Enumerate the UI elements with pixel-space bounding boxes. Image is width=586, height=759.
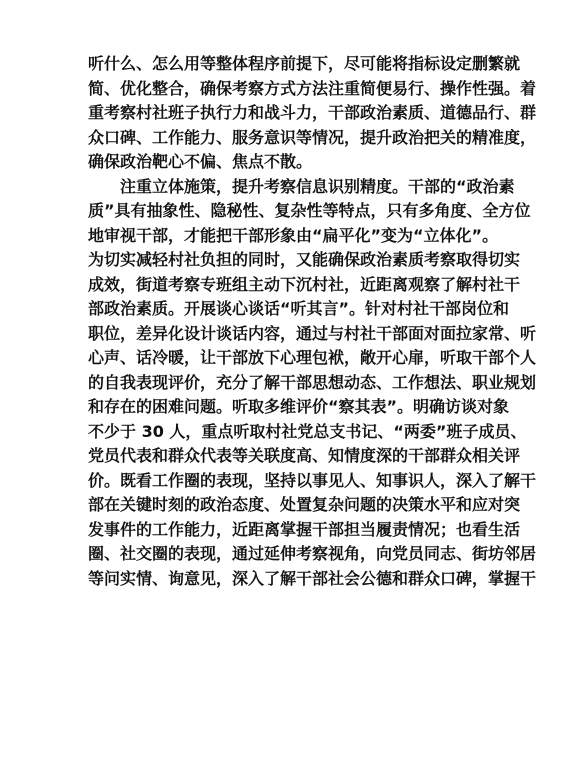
text-line: 等问实情、询意见，深入了解干部社会公德和群众口碑，掌握干 xyxy=(88,568,537,588)
text-line: 地审视干部，才能把干部形象由“扁平化”变为“立体化”。 xyxy=(88,225,499,245)
text-line: 重考察村社班子执行力和战斗力，干部政治素质、道德品行、群 xyxy=(88,103,537,122)
text-line: 和存在的困难问题。听取多维评价“察其表”。明确访谈对象 xyxy=(88,397,510,416)
text-line: 心声、话冷暖，让干部放下心理包袱，敞开心扉，听取干部个人 xyxy=(88,348,537,367)
text-line: 价。既看工作圈的表现，坚持以事见人、知事识人，深入了解干 xyxy=(88,470,537,490)
text-line: 职位，差异化设计谈话内容，通过与村社干部面对面拉家常、听 xyxy=(88,323,537,343)
body-text xyxy=(88,52,537,591)
text-line: 部在关键时刻的政治态度、处置复杂问题的决策水平和应对突 xyxy=(88,495,521,514)
paragraph-start-line: 注重立体施策，提升考察信息识别精度。干部的“政治素 xyxy=(88,176,515,196)
text-line: 确保政治靶心不偏、焦点不散。 xyxy=(88,152,313,171)
text-line: 成效，街道考察专班组主动下沉村社，近距离观察了解村社干 xyxy=(88,274,521,294)
text-line: 的自我表现评价，充分了解干部思想动态、工作想法、职业规划 xyxy=(88,372,537,392)
text-line: 发事件的工作能力，近距离掌握干部担当履责情况；也看生活 xyxy=(88,519,521,539)
text-line: 圈、社交圈的表现，通过延伸考察视角，向党员同志、街坊邻居 xyxy=(88,544,537,563)
text-line: 党员代表和群众代表等关联度高、知情度深的干部群众相关评 xyxy=(88,446,521,465)
text-line: 简、优化整合，确保考察方式方法注重简便易行、操作性强。着 xyxy=(88,78,537,98)
text-line: 不少于 30 人，重点听取村社党总支书记、“两委”班子成员、 xyxy=(88,421,527,441)
text-line: 众口碑、工作能力、服务意识等情况，提升政治把关的精准度， xyxy=(88,127,537,147)
text-line: 为切实减轻村社负担的同时，又能确保政治素质考察取得切实 xyxy=(88,250,521,269)
text-line: 听什么、怎么用等整体程序前提下，尽可能将指标设定删繁就 xyxy=(88,54,521,73)
text-line: 部政治素质。开展谈心谈话“听其言”。针对村社干部岗位和 xyxy=(88,299,510,318)
text-line: 质”具有抽象性、隐秘性、复杂性等特点，只有多角度、全方位 xyxy=(88,201,531,220)
